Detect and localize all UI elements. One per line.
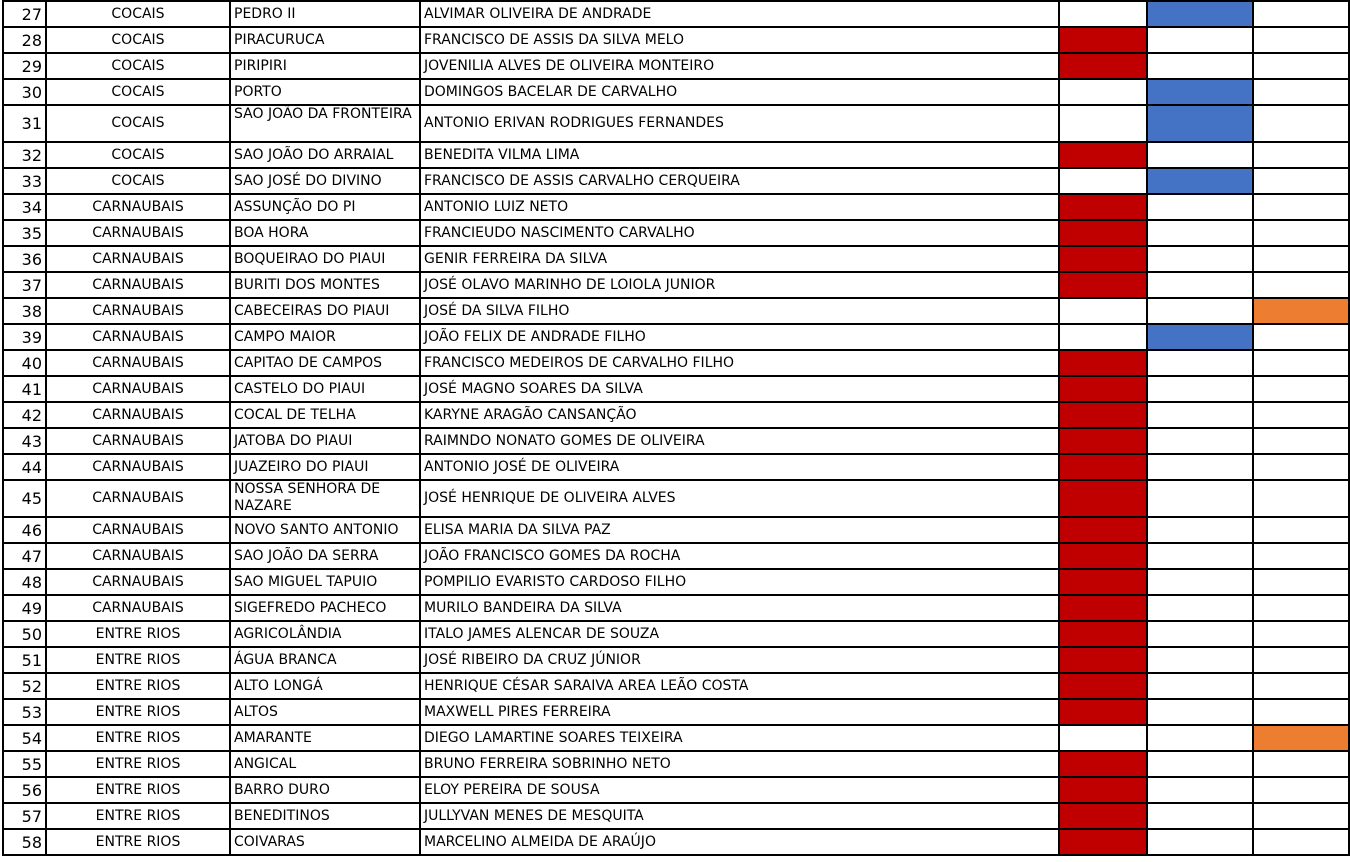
status-cell-blue-column[interactable] [1147,324,1253,350]
region-cell[interactable]: CARNAUBAIS [46,480,230,517]
person-name-cell[interactable]: ELOY PEREIRA DE SOUSA [420,777,1059,803]
status-cell-orange-column[interactable] [1253,272,1349,298]
row-number-cell[interactable]: 36 [3,246,46,272]
row-number-cell[interactable]: 44 [3,454,46,480]
status-cell-orange-column[interactable] [1253,402,1349,428]
status-cell-blue-column[interactable] [1147,454,1253,480]
status-cell-red-column[interactable] [1059,569,1147,595]
status-cell-orange-column[interactable] [1253,725,1349,751]
status-cell-orange-column[interactable] [1253,53,1349,79]
row-number-cell[interactable]: 32 [3,142,46,168]
region-cell[interactable]: COCAIS [46,79,230,105]
status-cell-orange-column[interactable] [1253,168,1349,194]
row-number-cell[interactable]: 31 [3,105,46,142]
row-number-cell[interactable]: 29 [3,53,46,79]
status-cell-orange-column[interactable] [1253,829,1349,855]
region-cell[interactable]: COCAIS [46,27,230,53]
status-cell-blue-column[interactable] [1147,621,1253,647]
region-cell[interactable]: CARNAUBAIS [46,246,230,272]
table-row [3,105,1349,142]
region-cell[interactable]: CARNAUBAIS [46,595,230,621]
person-name-cell[interactable]: KARYNE ARAGÃO CANSANÇÃO [420,402,1059,428]
status-cell-orange-column[interactable] [1253,27,1349,53]
status-cell-orange-column[interactable] [1253,350,1349,376]
status-cell-red-column[interactable] [1059,324,1147,350]
table-row [3,272,1349,298]
city-cell[interactable]: JUAZEIRO DO PIAUI [230,454,420,480]
table-row [3,194,1349,220]
person-name-cell[interactable]: ALVIMAR OLIVEIRA DE ANDRADE [420,1,1059,27]
person-name-cell[interactable]: GENIR FERREIRA DA SILVA [420,246,1059,272]
status-cell-orange-column[interactable] [1253,777,1349,803]
status-cell-red-column[interactable] [1059,725,1147,751]
status-cell-blue-column[interactable] [1147,142,1253,168]
row-number-cell[interactable]: 49 [3,595,46,621]
status-cell-orange-column[interactable] [1253,194,1349,220]
row-number-cell[interactable]: 53 [3,699,46,725]
person-name-cell[interactable]: JOSÉ DA SILVA FILHO [420,298,1059,324]
status-cell-red-column[interactable] [1059,1,1147,27]
status-cell-orange-column[interactable] [1253,376,1349,402]
person-name-cell[interactable]: ANTONIO LUIZ NETO [420,194,1059,220]
person-name-cell[interactable]: MURILO BANDEIRA DA SILVA [420,595,1059,621]
status-cell-blue-column[interactable] [1147,246,1253,272]
table-row [3,220,1349,246]
table-row [3,53,1349,79]
status-cell-blue-column[interactable] [1147,220,1253,246]
city-cell[interactable]: NOVO SANTO ANTONIO [230,517,420,543]
status-cell-blue-column[interactable] [1147,517,1253,543]
city-cell[interactable]: PEDRO II [230,1,420,27]
table-row [3,324,1349,350]
person-name-cell[interactable]: JOSÉ HENRIQUE DE OLIVEIRA ALVES [420,480,1059,517]
city-cell[interactable]: ÁGUA BRANCA [230,647,420,673]
city-cell[interactable]: PIRACURUCA [230,27,420,53]
region-cell[interactable]: CARNAUBAIS [46,350,230,376]
person-name-cell[interactable]: ITALO JAMES ALENCAR DE SOUZA [420,621,1059,647]
status-cell-blue-column[interactable] [1147,298,1253,324]
region-cell[interactable]: CARNAUBAIS [46,569,230,595]
region-cell[interactable]: CARNAUBAIS [46,324,230,350]
status-cell-orange-column[interactable] [1253,1,1349,27]
person-name-cell[interactable]: MARCELINO ALMEIDA DE ARAÚJO [420,829,1059,855]
person-name-cell[interactable]: DOMINGOS BACELAR DE CARVALHO [420,79,1059,105]
status-cell-red-column[interactable] [1059,402,1147,428]
status-cell-blue-column[interactable] [1147,595,1253,621]
city-cell[interactable]: BARRO DURO [230,777,420,803]
status-cell-red-column[interactable] [1059,454,1147,480]
person-name-cell[interactable]: JOVENILIA ALVES DE OLIVEIRA MONTEIRO [420,53,1059,79]
status-cell-orange-column[interactable] [1253,220,1349,246]
table-row [3,777,1349,803]
row-number-cell[interactable]: 50 [3,621,46,647]
region-cell[interactable]: ENTRE RIOS [46,777,230,803]
city-cell[interactable]: SAO JOÃO DO ARRAIAL [230,142,420,168]
status-cell-red-column[interactable] [1059,298,1147,324]
region-cell[interactable]: ENTRE RIOS [46,699,230,725]
status-cell-blue-column[interactable] [1147,829,1253,855]
city-cell[interactable]: NOSSA SENHORA DE NAZARE [230,480,420,517]
table-row [3,725,1349,751]
table-row [3,142,1349,168]
region-cell[interactable]: CARNAUBAIS [46,402,230,428]
row-number-cell[interactable]: 57 [3,803,46,829]
table-row [3,1,1349,27]
status-cell-blue-column[interactable] [1147,725,1253,751]
city-cell[interactable]: SAO JOSÉ DO DIVINO [230,168,420,194]
person-name-cell[interactable]: JOSÉ MAGNO SOARES DA SILVA [420,376,1059,402]
city-cell[interactable]: CASTELO DO PIAUI [230,376,420,402]
city-cell[interactable]: ANGICAL [230,751,420,777]
city-cell[interactable]: CAMPO MAIOR [230,324,420,350]
person-name-cell[interactable]: HENRIQUE CÉSAR SARAIVA AREA LEÃO COSTA [420,673,1059,699]
status-cell-orange-column[interactable] [1253,751,1349,777]
row-number-cell[interactable]: 55 [3,751,46,777]
status-cell-blue-column[interactable] [1147,376,1253,402]
status-cell-orange-column[interactable] [1253,298,1349,324]
status-cell-orange-column[interactable] [1253,142,1349,168]
status-cell-orange-column[interactable] [1253,673,1349,699]
table-body [3,1,1349,855]
table-row [3,480,1349,517]
status-cell-blue-column[interactable] [1147,543,1253,569]
status-cell-orange-column[interactable] [1253,595,1349,621]
row-number-cell[interactable]: 28 [3,27,46,53]
status-cell-blue-column[interactable] [1147,27,1253,53]
person-name-cell[interactable]: JOÃO FRANCISCO GOMES DA ROCHA [420,543,1059,569]
status-cell-orange-column[interactable] [1253,803,1349,829]
status-cell-red-column[interactable] [1059,517,1147,543]
table-row [3,27,1349,53]
status-cell-red-column[interactable] [1059,246,1147,272]
status-cell-blue-column[interactable] [1147,53,1253,79]
person-name-cell[interactable]: FRANCIEUDO NASCIMENTO CARVALHO [420,220,1059,246]
table-row [3,246,1349,272]
status-cell-blue-column[interactable] [1147,803,1253,829]
status-cell-orange-column[interactable] [1253,428,1349,454]
region-cell[interactable]: COCAIS [46,1,230,27]
table-row [3,428,1349,454]
status-cell-red-column[interactable] [1059,350,1147,376]
status-cell-blue-column[interactable] [1147,673,1253,699]
person-name-cell[interactable]: BENEDITA VILMA LIMA [420,142,1059,168]
table-row [3,79,1349,105]
region-cell[interactable]: CARNAUBAIS [46,220,230,246]
status-cell-red-column[interactable] [1059,376,1147,402]
table-row [3,673,1349,699]
status-cell-red-column[interactable] [1059,595,1147,621]
table-row [3,376,1349,402]
status-cell-red-column[interactable] [1059,543,1147,569]
city-cell[interactable]: AMARANTE [230,725,420,751]
status-cell-orange-column[interactable] [1253,699,1349,725]
city-cell[interactable]: SAO MIGUEL TAPUIO [230,569,420,595]
status-cell-orange-column[interactable] [1253,621,1349,647]
region-cell[interactable]: ENTRE RIOS [46,621,230,647]
row-number-cell[interactable]: 35 [3,220,46,246]
person-name-cell[interactable]: FRANCISCO MEDEIROS DE CARVALHO FILHO [420,350,1059,376]
region-cell[interactable]: CARNAUBAIS [46,428,230,454]
status-cell-red-column[interactable] [1059,699,1147,725]
region-cell[interactable]: ENTRE RIOS [46,725,230,751]
status-cell-red-column[interactable] [1059,220,1147,246]
row-number-cell[interactable]: 46 [3,517,46,543]
status-cell-red-column[interactable] [1059,480,1147,517]
region-cell[interactable]: CARNAUBAIS [46,272,230,298]
status-cell-blue-column[interactable] [1147,168,1253,194]
status-cell-blue-column[interactable] [1147,699,1253,725]
table-row [3,751,1349,777]
status-cell-blue-column[interactable] [1147,350,1253,376]
table-row [3,543,1349,569]
city-cell[interactable]: PIRIPIRI [230,53,420,79]
table-row [3,647,1349,673]
row-number-cell[interactable]: 51 [3,647,46,673]
region-cell[interactable]: CARNAUBAIS [46,194,230,220]
table-row [3,699,1349,725]
status-cell-red-column[interactable] [1059,428,1147,454]
status-cell-red-column[interactable] [1059,621,1147,647]
row-number-cell[interactable]: 54 [3,725,46,751]
row-number-cell[interactable]: 48 [3,569,46,595]
region-cell[interactable]: ENTRE RIOS [46,647,230,673]
city-cell[interactable]: CAPITAO DE CAMPOS [230,350,420,376]
person-name-cell[interactable]: JOÃO FELIX DE ANDRADE FILHO [420,324,1059,350]
table-row [3,569,1349,595]
status-cell-orange-column[interactable] [1253,647,1349,673]
person-name-cell[interactable]: JOSÉ OLAVO MARINHO DE LOIOLA JUNIOR [420,272,1059,298]
row-number-cell[interactable]: 41 [3,376,46,402]
region-cell[interactable]: CARNAUBAIS [46,454,230,480]
row-number-cell[interactable]: 33 [3,168,46,194]
city-cell[interactable]: BENEDITINOS [230,803,420,829]
status-cell-orange-column[interactable] [1253,246,1349,272]
status-cell-blue-column[interactable] [1147,777,1253,803]
person-name-cell[interactable]: FRANCISCO DE ASSIS DA SILVA MELO [420,27,1059,53]
city-cell[interactable]: SAO JOÃO DA FRONTEIRA [230,105,420,142]
status-cell-blue-column[interactable] [1147,105,1253,142]
row-number-cell[interactable]: 38 [3,298,46,324]
row-number-cell[interactable]: 42 [3,402,46,428]
region-cell[interactable]: CARNAUBAIS [46,376,230,402]
city-cell[interactable]: ASSUNÇÃO DO PI [230,194,420,220]
status-cell-blue-column[interactable] [1147,402,1253,428]
row-number-cell[interactable]: 30 [3,79,46,105]
city-cell[interactable]: PORTO [230,79,420,105]
city-cell[interactable]: ALTOS [230,699,420,725]
city-cell[interactable]: JATOBA DO PIAUI [230,428,420,454]
person-name-cell[interactable]: ANTONIO JOSÉ DE OLIVEIRA [420,454,1059,480]
region-cell[interactable]: ENTRE RIOS [46,829,230,855]
table-row [3,402,1349,428]
status-cell-blue-column[interactable] [1147,194,1253,220]
region-cell[interactable]: CARNAUBAIS [46,298,230,324]
person-name-cell[interactable]: JULLYVAN MENES DE MESQUITA [420,803,1059,829]
status-cell-orange-column[interactable] [1253,79,1349,105]
status-cell-blue-column[interactable] [1147,428,1253,454]
table-row [3,454,1349,480]
row-number-cell[interactable]: 56 [3,777,46,803]
region-cell[interactable]: CARNAUBAIS [46,517,230,543]
table-row [3,350,1349,376]
region-cell[interactable]: ENTRE RIOS [46,751,230,777]
row-number-cell[interactable]: 47 [3,543,46,569]
table-row [3,168,1349,194]
status-cell-blue-column[interactable] [1147,79,1253,105]
city-cell[interactable]: BOA HORA [230,220,420,246]
city-cell[interactable]: ALTO LONGÁ [230,673,420,699]
region-cell[interactable]: ENTRE RIOS [46,803,230,829]
region-cell[interactable]: COCAIS [46,168,230,194]
row-number-cell[interactable]: 27 [3,1,46,27]
status-cell-orange-column[interactable] [1253,543,1349,569]
person-name-cell[interactable]: RAIMNDO NONATO GOMES DE OLIVEIRA [420,428,1059,454]
person-name-cell[interactable]: FRANCISCO DE ASSIS CARVALHO CERQUEIRA [420,168,1059,194]
status-cell-blue-column[interactable] [1147,1,1253,27]
table-row [3,298,1349,324]
person-name-cell[interactable]: DIEGO LAMARTINE SOARES TEIXEIRA [420,725,1059,751]
city-cell[interactable]: COCAL DE TELHA [230,402,420,428]
status-cell-red-column[interactable] [1059,168,1147,194]
person-name-cell[interactable]: ANTONIO ERIVAN RODRIGUES FERNANDES [420,105,1059,142]
row-number-cell[interactable]: 40 [3,350,46,376]
city-cell[interactable]: AGRICOLÂNDIA [230,621,420,647]
row-number-cell[interactable]: 34 [3,194,46,220]
status-cell-red-column[interactable] [1059,53,1147,79]
row-number-cell[interactable]: 37 [3,272,46,298]
status-cell-blue-column[interactable] [1147,272,1253,298]
region-cell[interactable]: COCAIS [46,142,230,168]
row-number-cell[interactable]: 58 [3,829,46,855]
person-name-cell[interactable]: POMPILIO EVARISTO CARDOSO FILHO [420,569,1059,595]
region-cell[interactable]: CARNAUBAIS [46,543,230,569]
region-cell[interactable]: COCAIS [46,53,230,79]
person-name-cell[interactable]: BRUNO FERREIRA SOBRINHO NETO [420,751,1059,777]
status-cell-orange-column[interactable] [1253,480,1349,517]
status-cell-orange-column[interactable] [1253,454,1349,480]
status-cell-red-column[interactable] [1059,751,1147,777]
city-cell[interactable]: COIVARAS [230,829,420,855]
status-cell-red-column[interactable] [1059,194,1147,220]
table-row [3,517,1349,543]
table-row [3,595,1349,621]
status-cell-orange-column[interactable] [1253,324,1349,350]
status-cell-red-column[interactable] [1059,105,1147,142]
spreadsheet-table [2,0,1350,856]
row-number-cell[interactable]: 43 [3,428,46,454]
table-row [3,803,1349,829]
city-cell[interactable]: CABECEIRAS DO PIAUI [230,298,420,324]
status-cell-red-column[interactable] [1059,829,1147,855]
status-cell-blue-column[interactable] [1147,480,1253,517]
status-cell-orange-column[interactable] [1253,517,1349,543]
status-cell-red-column[interactable] [1059,79,1147,105]
status-cell-orange-column[interactable] [1253,105,1349,142]
status-cell-red-column[interactable] [1059,142,1147,168]
status-cell-blue-column[interactable] [1147,647,1253,673]
status-cell-red-column[interactable] [1059,673,1147,699]
table-row [3,621,1349,647]
table-row [3,829,1349,855]
city-cell[interactable]: BOQUEIRAO DO PIAUI [230,246,420,272]
status-cell-blue-column[interactable] [1147,751,1253,777]
status-cell-red-column[interactable] [1059,647,1147,673]
status-cell-red-column[interactable] [1059,272,1147,298]
status-cell-orange-column[interactable] [1253,569,1349,595]
person-name-cell[interactable]: JOSÉ RIBEIRO DA CRUZ JÚNIOR [420,647,1059,673]
city-cell[interactable]: BURITI DOS MONTES [230,272,420,298]
person-name-cell[interactable]: ELISA MARIA DA SILVA PAZ [420,517,1059,543]
status-cell-blue-column[interactable] [1147,569,1253,595]
city-cell[interactable]: SIGEFREDO PACHECO [230,595,420,621]
person-name-cell[interactable]: MAXWELL PIRES FERREIRA [420,699,1059,725]
row-number-cell[interactable]: 52 [3,673,46,699]
status-cell-red-column[interactable] [1059,803,1147,829]
status-cell-red-column[interactable] [1059,777,1147,803]
status-cell-red-column[interactable] [1059,27,1147,53]
row-number-cell[interactable]: 39 [3,324,46,350]
row-number-cell[interactable]: 45 [3,480,46,517]
region-cell[interactable]: COCAIS [46,105,230,142]
city-cell[interactable]: SAO JOÃO DA SERRA [230,543,420,569]
region-cell[interactable]: ENTRE RIOS [46,673,230,699]
